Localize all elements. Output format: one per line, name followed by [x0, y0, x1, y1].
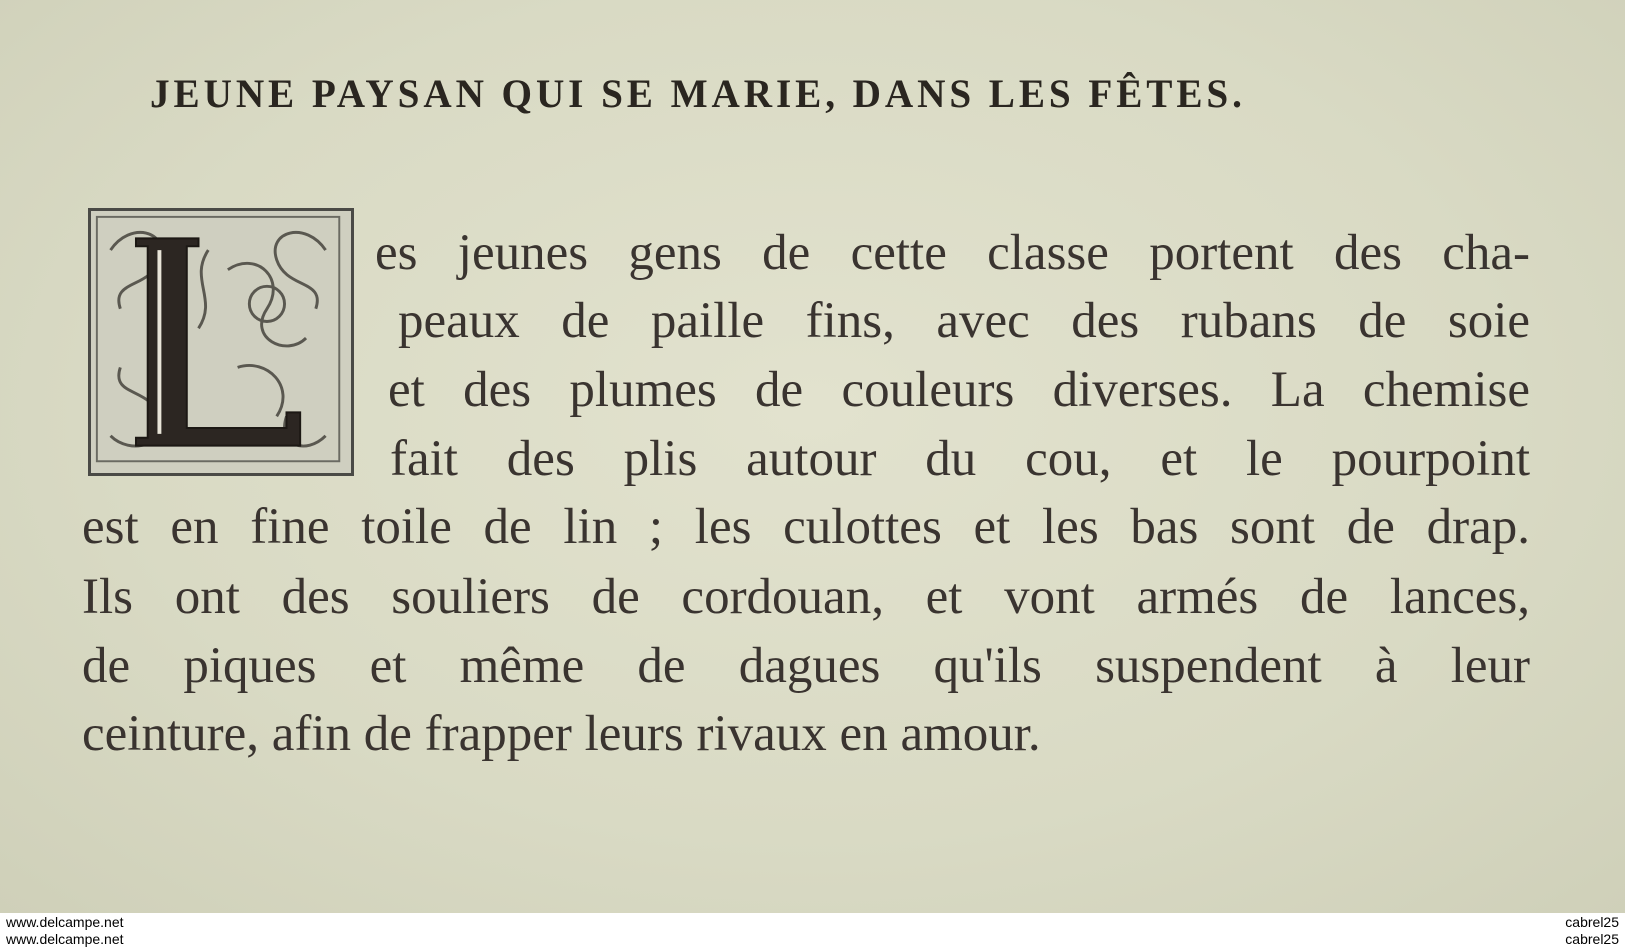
dropcap-ornament-icon	[91, 211, 351, 473]
watermark-footer	[0, 913, 1625, 949]
site-link[interactable]: www.delcampe.net	[6, 931, 124, 947]
paragraph-line: fait des plis autour du cou, et le pourpoint	[390, 431, 1530, 487]
paragraph-line: peaux de paille fins, avec des rubans de soie	[398, 293, 1530, 349]
page-title: JEUNE PAYSAN QUI SE MARIE, DANS LES FÊTES.	[150, 71, 1246, 116]
paragraph-line: de piques et même de dagues qu'ils suspendent à leur	[82, 638, 1530, 694]
ornamental-dropcap	[88, 208, 354, 476]
seller-name: cabrel25	[1565, 914, 1619, 930]
paragraph-line: es jeunes gens de cette classe portent des cha-	[375, 225, 1530, 281]
site-link[interactable]: www.delcampe.net	[6, 914, 124, 930]
paragraph-line: et des plumes de couleurs diverses. La chemise	[388, 362, 1530, 418]
seller-name: cabrel25	[1565, 931, 1619, 947]
paragraph-line: est en fine toile de lin ; les culottes et les bas sont de drap.	[82, 499, 1530, 555]
paragraph-line: ceinture, afin de frapper leurs rivaux en amour.	[82, 706, 1041, 762]
paragraph-line: Ils ont des souliers de cordouan, et vont armés de lances,	[82, 569, 1530, 625]
